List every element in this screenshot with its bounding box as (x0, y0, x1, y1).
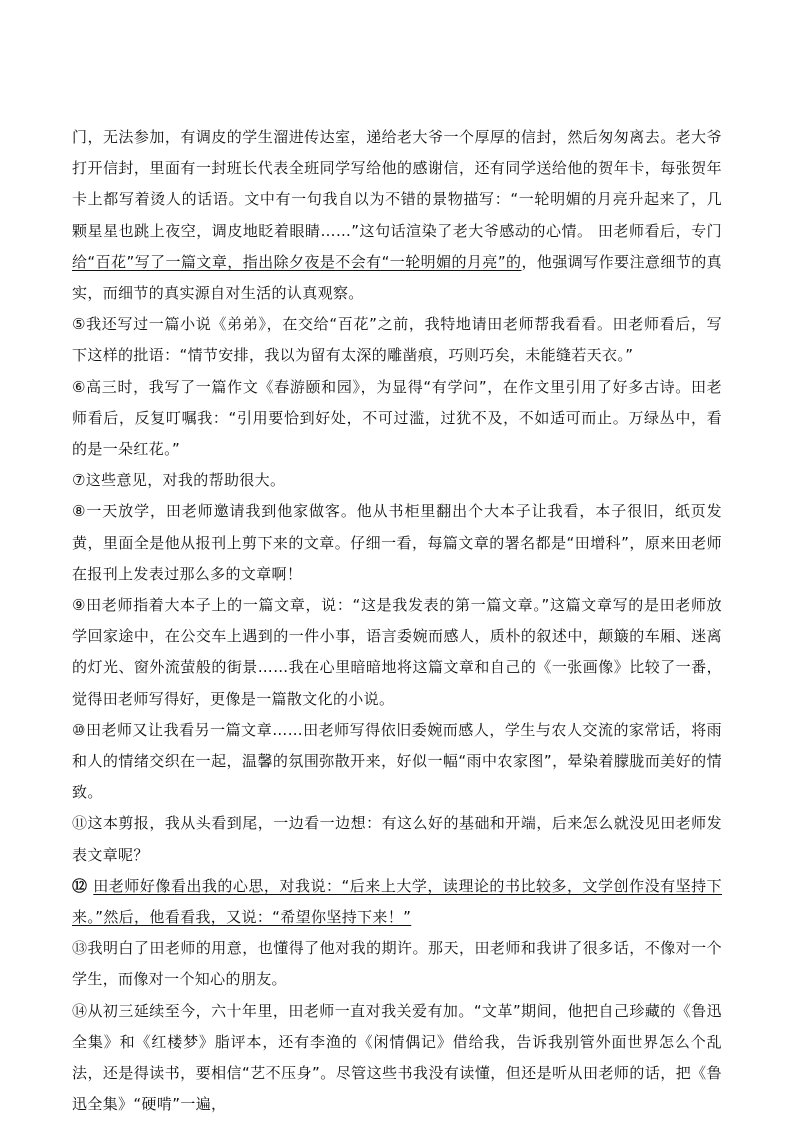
paragraph-11: ⑪这本剪报，我从头看到尾，一边看一边想：有这么好的基础和开端，后来怎么就没见田老师发表文章呢？ (72, 814, 722, 864)
paragraph-number: ⑫ (72, 876, 94, 895)
paragraph-9: ⑨田老师指着大本子上的一篇文章，说：“这是我发表的第一篇文章。”这篇文章写的是田老师放学回家途中，在公交车上遇到的一件小事，语言委婉而感人，质朴的叙述中，颠簸的车厢、迷离的灯光、窗外流萤般的街景……我在心里暗暗地将这篇文章和自己的《一张画像》比较了一番，觉得田老师写得好，更像是一篇散文化的小说。 (72, 596, 722, 708)
underlined-sentence: 给“百花”写了一篇文章，指出除夕夜是不会有“一轮明媚的月亮”的 (72, 252, 522, 271)
paragraph-14: ⑭从初三延续至今，六十年里，田老师一直对我关爱有加。“文革”期间，他把自己珍藏的《鲁迅全集》和《红楼梦》脂评本，还有李渔的《闲情偶记》借给我，告诉我别管外面世界怎么个乱法，还是得读书，要相信“艺不压身”。尽管这些书我没有读懂，但还是听从田老师的话，把《鲁迅全集》“硬啃”一遍， (72, 1001, 722, 1114)
paragraph-text: ，他强调写作要注意细节的真实，而细节的真实源自对生活的认真观察。 (72, 252, 722, 303)
paragraph-8: ⑧一天放学，田老师邀请我到他家做客。他从书柜里翻出个大本子让我看，本子很旧，纸页发黄，里面全是他从报刊上剪下来的文章。仔细一看，每篇文章的署名都是“田增科”，原来田老师在报刊上发表过那么多的文章啊！ (72, 502, 722, 583)
paragraph-10: ⑩田老师又让我看另一篇文章……田老师写得依旧委婉而感人，学生与农人交流的家常话，将雨和人的情绪交织在一起，温馨的氛围弥散开来，好似一幅“雨中农家图”，晕染着朦胧而美好的情致。 (72, 720, 722, 802)
paragraph-7: ⑦这些意见，对我的帮助很大。 (72, 471, 286, 490)
paragraph-12 (72, 871, 722, 933)
paragraph-6: ⑥高三时，我写了一篇作文《春游颐和园》，为显得“有学问”，在作文里引用了好多古诗。田老师看后，反复叮嘱我：“引用要恰到好处，不可过滥，过犹不及，不如适可而止。万绿丛中，看的是一朵红花。” (72, 377, 722, 459)
paragraph-text: 门，无法参加，有调皮的学生溜进传达室，递给老大爷一个厚厚的信封，然后匆匆离去。老大爷打开信封，里面有一封班长代表全班同学写给他的感谢信，还有同学送给他的贺年卡，每张贺年卡上都写着烫人的话语。文中有一句我自以为不错的景物描写：“一轮明媚的月亮升起来了，几颗星星也跳上夜空，调皮地眨着眼睛……”这句话渲染了老大爷感动的心情。 (72, 128, 722, 240)
paragraph-13: ⑬我明白了田老师的用意，也懂得了他对我的期许。那天，田老师和我讲了很多话，不像对一个学生，而像对一个知心的朋友。 (72, 939, 722, 989)
paragraph-text: 田老师看后，专门 (597, 221, 722, 240)
paragraph-5: ⑤我还写过一篇小说《弟弟》，在交给“百花”之前，我特地请田老师帮我看看。田老师看后，写下这样的批语：“情节安排，我以为留有太深的雕凿痕，巧则巧矣，未能缝若天衣。” (72, 315, 722, 365)
underlined-sentence: 田老师好像看出我的心思，对我说：“后来上大学，读理论的书比较多，文学创作没有坚持下来。”然后，他看看我，又说：“希望你坚持下来！” (72, 876, 722, 927)
document-page (72, 122, 722, 1121)
paragraph-continued (72, 122, 722, 309)
